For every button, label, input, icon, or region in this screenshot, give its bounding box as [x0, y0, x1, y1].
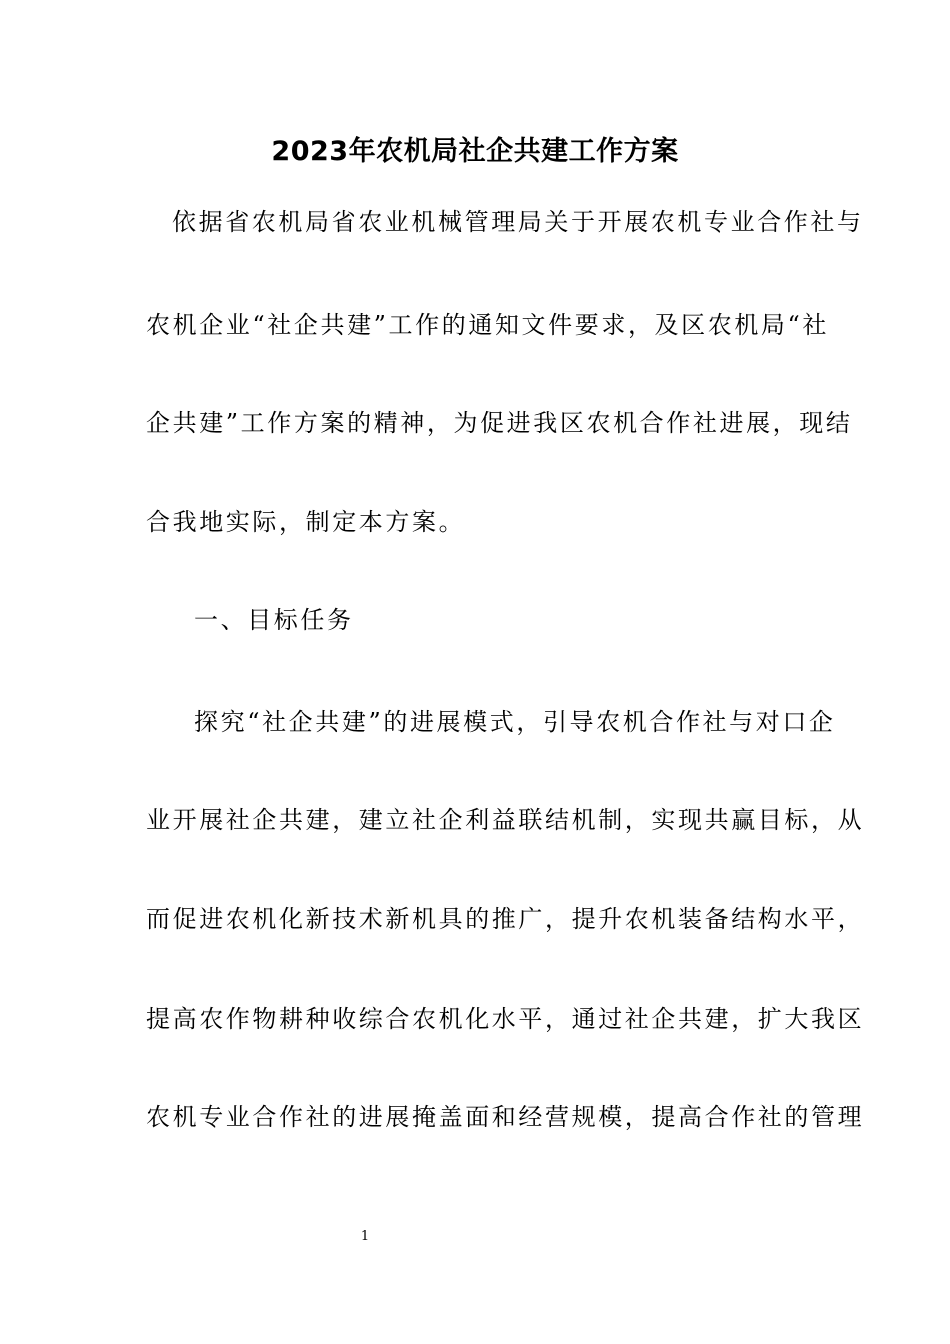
body-line: 农机专业合作社的进展掩盖面和经营规模，提高合作社的管理: [146, 1103, 865, 1131]
body-line: 而促进农机化新技术新机具的推广，提升农机装备结构水平，: [146, 905, 865, 933]
section-heading: 一、目标任务: [194, 606, 354, 634]
body-line: 依据省农机局省农业机械管理局关于开展农机专业合作社与: [172, 208, 864, 236]
body-line: 合我地实际，制定本方案。: [146, 508, 466, 536]
body-line: 探究“社企共建”的进展模式，引导农机合作社与对口企: [194, 708, 836, 736]
page-title: 2023年农机局社企共建工作方案: [271, 136, 679, 167]
body-line: 农机企业“社企共建”工作的通知文件要求，及区农机局“社: [146, 311, 830, 339]
body-line: 企共建”工作方案的精神，为促进我区农机合作社进展，现结: [146, 409, 853, 437]
page-number: 1: [360, 1229, 370, 1244]
body-line: 业开展社企共建，建立社企利益联结机制，实现共赢目标，从: [146, 806, 865, 834]
body-line: 提高农作物耕种收综合农机化水平，通过社企共建，扩大我区: [146, 1005, 865, 1033]
